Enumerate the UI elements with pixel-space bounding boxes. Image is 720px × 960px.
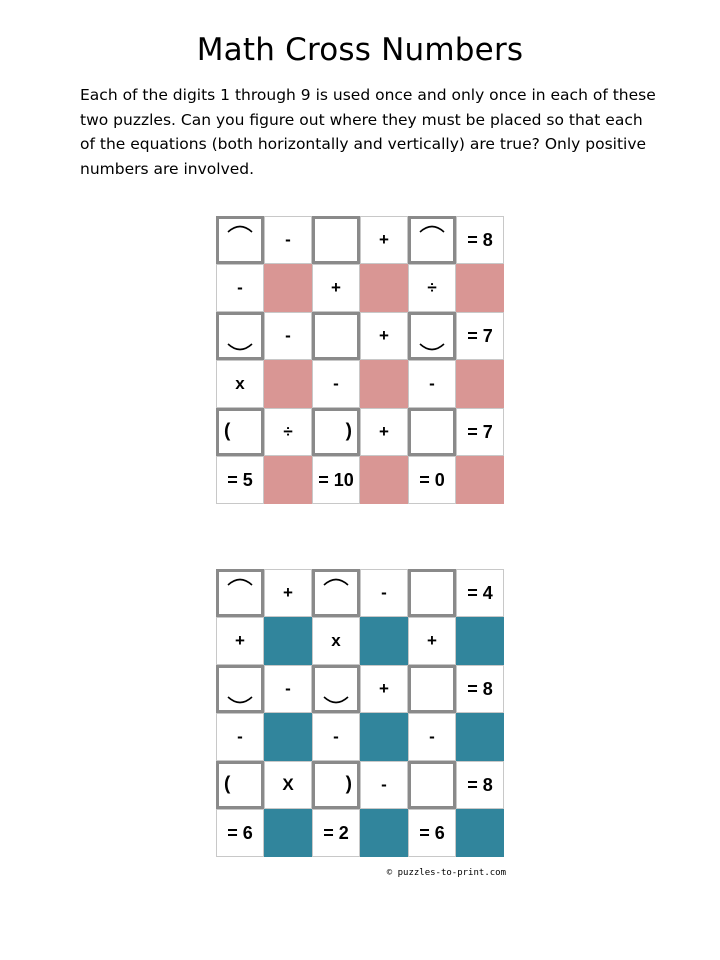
- result-cell: = 2: [312, 809, 360, 857]
- arc-bottom-icon: [418, 342, 446, 354]
- operator-cell: -: [312, 713, 360, 761]
- arc-bottom-icon: [226, 342, 254, 354]
- shaded-cell: [360, 456, 408, 504]
- arc-bottom-icon: [226, 695, 254, 707]
- shaded-cell: [264, 360, 312, 408]
- puzzle-grid-2: [216, 569, 504, 857]
- digit-box[interactable]: [408, 216, 456, 264]
- arc-top-icon: [226, 222, 254, 234]
- close-paren: ): [345, 420, 352, 442]
- digit-box[interactable]: [408, 408, 456, 456]
- open-paren: (: [224, 773, 231, 795]
- result-cell: = 6: [216, 809, 264, 857]
- close-paren: ): [345, 773, 352, 795]
- digit-box[interactable]: [216, 312, 264, 360]
- operator-cell: +: [312, 264, 360, 312]
- digit-box[interactable]: [216, 761, 264, 809]
- operator-cell: -: [264, 665, 312, 713]
- digit-box[interactable]: [312, 761, 360, 809]
- operator-cell: +: [360, 312, 408, 360]
- operator-cell: X: [264, 761, 312, 809]
- shaded-cell: [456, 360, 504, 408]
- result-cell: = 7: [456, 312, 504, 360]
- operator-cell: x: [216, 360, 264, 408]
- result-cell: = 5: [216, 456, 264, 504]
- operator-cell: +: [360, 665, 408, 713]
- page-title: Math Cross Numbers: [196, 32, 524, 68]
- operator-cell: +: [216, 617, 264, 665]
- instructions-text: Each of the digits 1 through 9 is used once and only once in each of these two puzzles. Can you figure out where they must be placed so that each of the equations (both horizontally and vertically) are true? Only positive numbers are involved.: [80, 86, 656, 178]
- digit-box[interactable]: [408, 312, 456, 360]
- digit-box[interactable]: [312, 665, 360, 713]
- shaded-cell: [360, 713, 408, 761]
- shaded-cell: [360, 617, 408, 665]
- operator-cell: ÷: [408, 264, 456, 312]
- shaded-cell: [456, 264, 504, 312]
- shaded-cell: [456, 713, 504, 761]
- operator-cell: +: [360, 216, 408, 264]
- digit-box[interactable]: [312, 408, 360, 456]
- result-cell: = 8: [456, 665, 504, 713]
- shaded-cell: [264, 456, 312, 504]
- digit-box[interactable]: [216, 665, 264, 713]
- arc-top-icon: [322, 575, 350, 587]
- digit-box[interactable]: [216, 216, 264, 264]
- digit-box[interactable]: [408, 665, 456, 713]
- operator-cell: -: [216, 264, 264, 312]
- result-cell: = 7: [456, 408, 504, 456]
- operator-cell: +: [408, 617, 456, 665]
- shaded-cell: [264, 264, 312, 312]
- result-cell: = 6: [408, 809, 456, 857]
- operator-cell: -: [408, 713, 456, 761]
- digit-box[interactable]: [312, 216, 360, 264]
- shaded-cell: [360, 264, 408, 312]
- copyright-credit: © puzzles-to-print.com: [386, 868, 506, 878]
- open-paren: (: [224, 420, 231, 442]
- operator-cell: +: [360, 408, 408, 456]
- arc-top-icon: [226, 575, 254, 587]
- shaded-cell: [264, 809, 312, 857]
- operator-cell: -: [264, 312, 312, 360]
- operator-cell: -: [264, 216, 312, 264]
- operator-cell: -: [312, 360, 360, 408]
- shaded-cell: [456, 456, 504, 504]
- digit-box[interactable]: [408, 569, 456, 617]
- digit-box[interactable]: [216, 408, 264, 456]
- operator-cell: -: [408, 360, 456, 408]
- result-cell: = 8: [456, 216, 504, 264]
- digit-box[interactable]: [312, 569, 360, 617]
- shaded-cell: [360, 360, 408, 408]
- digit-box[interactable]: [312, 312, 360, 360]
- operator-cell: +: [264, 569, 312, 617]
- digit-box[interactable]: [216, 569, 264, 617]
- operator-cell: -: [216, 713, 264, 761]
- result-cell: = 10: [312, 456, 360, 504]
- shaded-cell: [456, 617, 504, 665]
- operator-cell: -: [360, 569, 408, 617]
- shaded-cell: [264, 617, 312, 665]
- digit-box[interactable]: [408, 761, 456, 809]
- arc-top-icon: [418, 222, 446, 234]
- result-cell: = 4: [456, 569, 504, 617]
- shaded-cell: [360, 809, 408, 857]
- shaded-cell: [264, 713, 312, 761]
- shaded-cell: [456, 809, 504, 857]
- puzzle-grid-1: [216, 216, 504, 504]
- result-cell: = 0: [408, 456, 456, 504]
- arc-bottom-icon: [322, 695, 350, 707]
- operator-cell: -: [360, 761, 408, 809]
- result-cell: = 8: [456, 761, 504, 809]
- operator-cell: ÷: [264, 408, 312, 456]
- operator-cell: x: [312, 617, 360, 665]
